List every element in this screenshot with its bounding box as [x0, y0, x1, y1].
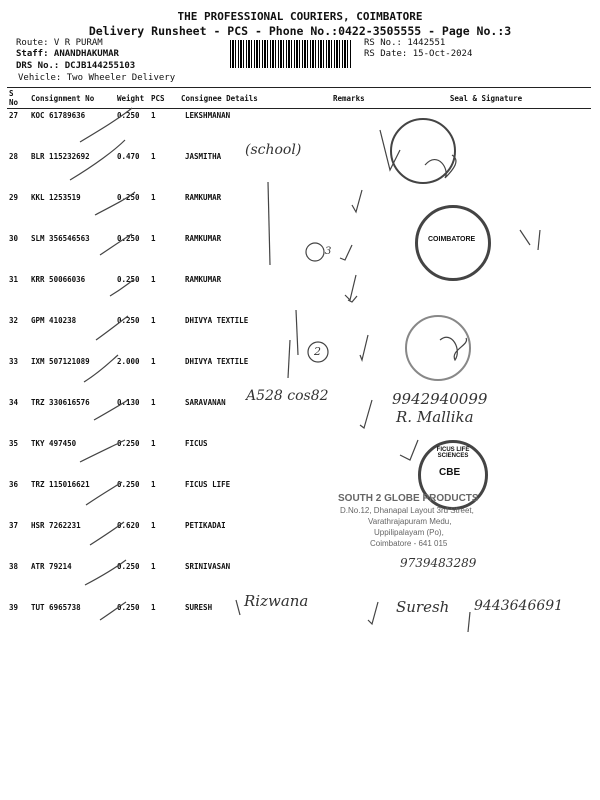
weight-cell: 0.470	[117, 152, 140, 161]
sno-cell: 35	[9, 439, 19, 448]
weight-cell: 0.130	[117, 398, 140, 407]
sno-cell: 31	[9, 275, 19, 284]
remark-tick	[352, 190, 362, 212]
pen-line	[268, 182, 270, 265]
consignee-cell: RAMKUMAR	[185, 234, 222, 243]
consignment-cell: TRZ 115016621	[31, 480, 90, 489]
handwritten-name: Rizwana	[244, 592, 309, 610]
pen-line	[296, 310, 298, 355]
pen-line	[236, 600, 240, 615]
vehicle-label: Vehicle: Two Wheeler Delivery	[18, 73, 176, 83]
remark-tick	[340, 245, 352, 260]
pcs-cell: 1	[151, 398, 156, 407]
sno-cell: 34	[9, 398, 19, 407]
signature-scribble	[520, 230, 540, 250]
consignment-cell: KRR 50066036	[31, 275, 86, 284]
weight-cell: 0.250	[117, 234, 140, 243]
sno-cell: 29	[9, 193, 19, 202]
consignment-cell: TRZ 330616576	[31, 398, 90, 407]
weight-cell: 0.620	[117, 521, 140, 530]
sno-cell: 39	[9, 603, 19, 612]
col-consignment: Consignment No	[29, 88, 115, 109]
drs-label: DRS No.: DCJB144255103	[16, 61, 136, 71]
tick-mark	[96, 316, 128, 340]
handwritten-signature: 9739483289	[400, 556, 477, 570]
rs-date: RS Date: 15-Oct-2024	[364, 49, 473, 59]
consignee-cell: SRINIVASAN	[185, 562, 231, 571]
tick-mark	[110, 280, 133, 296]
tick-mark	[70, 140, 125, 180]
sno-cell: 32	[9, 316, 19, 325]
sno-cell: 33	[9, 357, 19, 366]
circle-mark	[306, 243, 324, 261]
weight-cell: 0.250	[117, 111, 140, 120]
handwritten-a528: A528 cos82	[246, 388, 329, 404]
weight-cell: 2.000	[117, 357, 140, 366]
col-remarks: Remarks	[331, 88, 381, 109]
weight-cell: 0.250	[117, 193, 140, 202]
col-weight: Weight	[115, 88, 149, 109]
sno-cell: 36	[9, 480, 19, 489]
stamp-text: CBE	[439, 467, 461, 478]
consignment-cell: SLM 356546563	[31, 234, 90, 243]
tick-mark	[80, 108, 132, 142]
consignment-cell: GPM 410238	[31, 316, 77, 325]
consignment-cell: ATR 79214	[31, 562, 72, 571]
pcs-cell: 1	[151, 275, 156, 284]
company-stamp-line: Coimbatore - 641 015	[370, 539, 448, 548]
consignee-cell: DHIVYA TEXTILE	[185, 316, 249, 325]
remark-tick	[400, 440, 418, 460]
weight-cell: 0.250	[117, 439, 140, 448]
round-seal-stamp	[405, 315, 471, 381]
handwritten-phone: 9942940099	[392, 390, 488, 408]
weight-cell: 0.250	[117, 562, 140, 571]
weight-cell: 0.250	[117, 316, 140, 325]
pcs-cell: 1	[151, 521, 156, 530]
tick-mark	[100, 234, 132, 255]
weight-cell: 0.250	[117, 603, 140, 612]
circle-number: 2	[314, 345, 321, 358]
col-consignee: Consignee Details	[179, 88, 331, 109]
col-pcs: PCS	[149, 88, 179, 109]
consignee-cell: RAMKUMAR	[185, 275, 222, 284]
pcs-cell: 1	[151, 152, 156, 161]
handwritten-name: Suresh	[396, 598, 450, 616]
pcs-cell: 1	[151, 603, 156, 612]
remark-tick	[360, 400, 372, 428]
consignee-cell: FICUS LIFE	[185, 480, 231, 489]
stamp-text: COIMBATORE	[428, 236, 476, 243]
pcs-cell: 1	[151, 316, 156, 325]
pcs-cell: 1	[151, 562, 156, 571]
pcs-cell: 1	[151, 193, 156, 202]
consignee-cell: LEKSHMANAN	[185, 111, 231, 120]
consignee-cell: PETIKADAI	[185, 521, 226, 530]
tick-mark	[86, 482, 122, 505]
pcs-cell: 1	[151, 439, 156, 448]
pen-line	[468, 612, 470, 632]
consignee-cell: RAMKUMAR	[185, 193, 222, 202]
company-stamp-line: D.No.12, Dhanapal Layout 3rd Street,	[340, 506, 474, 515]
company-title: THE PROFESSIONAL COURIERS, COIMBATORE	[177, 10, 423, 23]
round-seal-stamp	[390, 118, 456, 184]
consignment-cell: TKY 497450	[31, 439, 77, 448]
company-stamp-line: Uppilipalayam (Po),	[374, 528, 444, 537]
stamp-text: FICUS LIFE SCIENCES	[436, 447, 470, 459]
tick-mark	[100, 602, 126, 620]
circle-number: 3	[325, 246, 332, 257]
route-label: Route: V R PURAM	[16, 38, 103, 48]
remark-tick	[345, 275, 356, 300]
sno-cell: 28	[9, 152, 19, 161]
company-stamp-line: Varathrajapuram Medu,	[368, 517, 452, 526]
pcs-cell: 1	[151, 357, 156, 366]
consignment-cell: KKL 1253519	[31, 193, 81, 202]
sno-cell: 38	[9, 562, 19, 571]
staff-label: Staff: ANANDHAKUMAR	[16, 49, 119, 59]
runsheet-subtitle: Delivery Runsheet - PCS - Phone No.:0422-3505555 - Page No.:3	[88, 24, 512, 38]
consignment-cell: BLR 115232692	[31, 152, 90, 161]
consignment-cell: HSR 7262231	[31, 521, 81, 530]
remark-tick	[368, 602, 378, 624]
sno-cell: 37	[9, 521, 19, 530]
remark-tick	[360, 335, 368, 360]
handwritten-name: R. Mallika	[396, 408, 474, 426]
consignment-cell: IXM 507121089	[31, 357, 90, 366]
sno-cell: 30	[9, 234, 19, 243]
rs-number: RS No.: 1442551	[364, 38, 446, 48]
tick-mark	[94, 400, 128, 420]
weight-cell: 0.250	[117, 275, 140, 284]
pen-line	[288, 340, 290, 378]
consignee-cell: SURESH	[185, 603, 213, 612]
weight-cell: 0.250	[117, 480, 140, 489]
tick-mark	[80, 440, 125, 462]
tick-mark	[85, 560, 126, 585]
pcs-cell: 1	[151, 234, 156, 243]
col-sno: S No	[7, 88, 29, 109]
consignee-cell: FICUS	[185, 439, 208, 448]
consignee-cell: JASMITHA	[185, 152, 222, 161]
consignment-cell: TUT 6965738	[31, 603, 81, 612]
handwritten-phone: 9443646691	[474, 598, 564, 614]
consignee-cell: SARAVANAN	[185, 398, 226, 407]
company-stamp-title: SOUTH 2 GLOBE PRODUCTS	[338, 493, 479, 504]
tick-mark	[84, 355, 118, 382]
pcs-cell: 1	[151, 111, 156, 120]
tick-mark	[95, 192, 135, 215]
col-seal-signature: Seal & Signature	[381, 88, 591, 109]
sno-cell: 27	[9, 111, 19, 120]
round-seal-stamp	[415, 205, 491, 281]
consignment-cell: KOC 61789636	[31, 111, 86, 120]
consignee-cell: DHIVYA TEXTILE	[185, 357, 249, 366]
tick-mark	[90, 522, 124, 545]
pcs-cell: 1	[151, 480, 156, 489]
handwritten-school: (school)	[245, 142, 302, 158]
